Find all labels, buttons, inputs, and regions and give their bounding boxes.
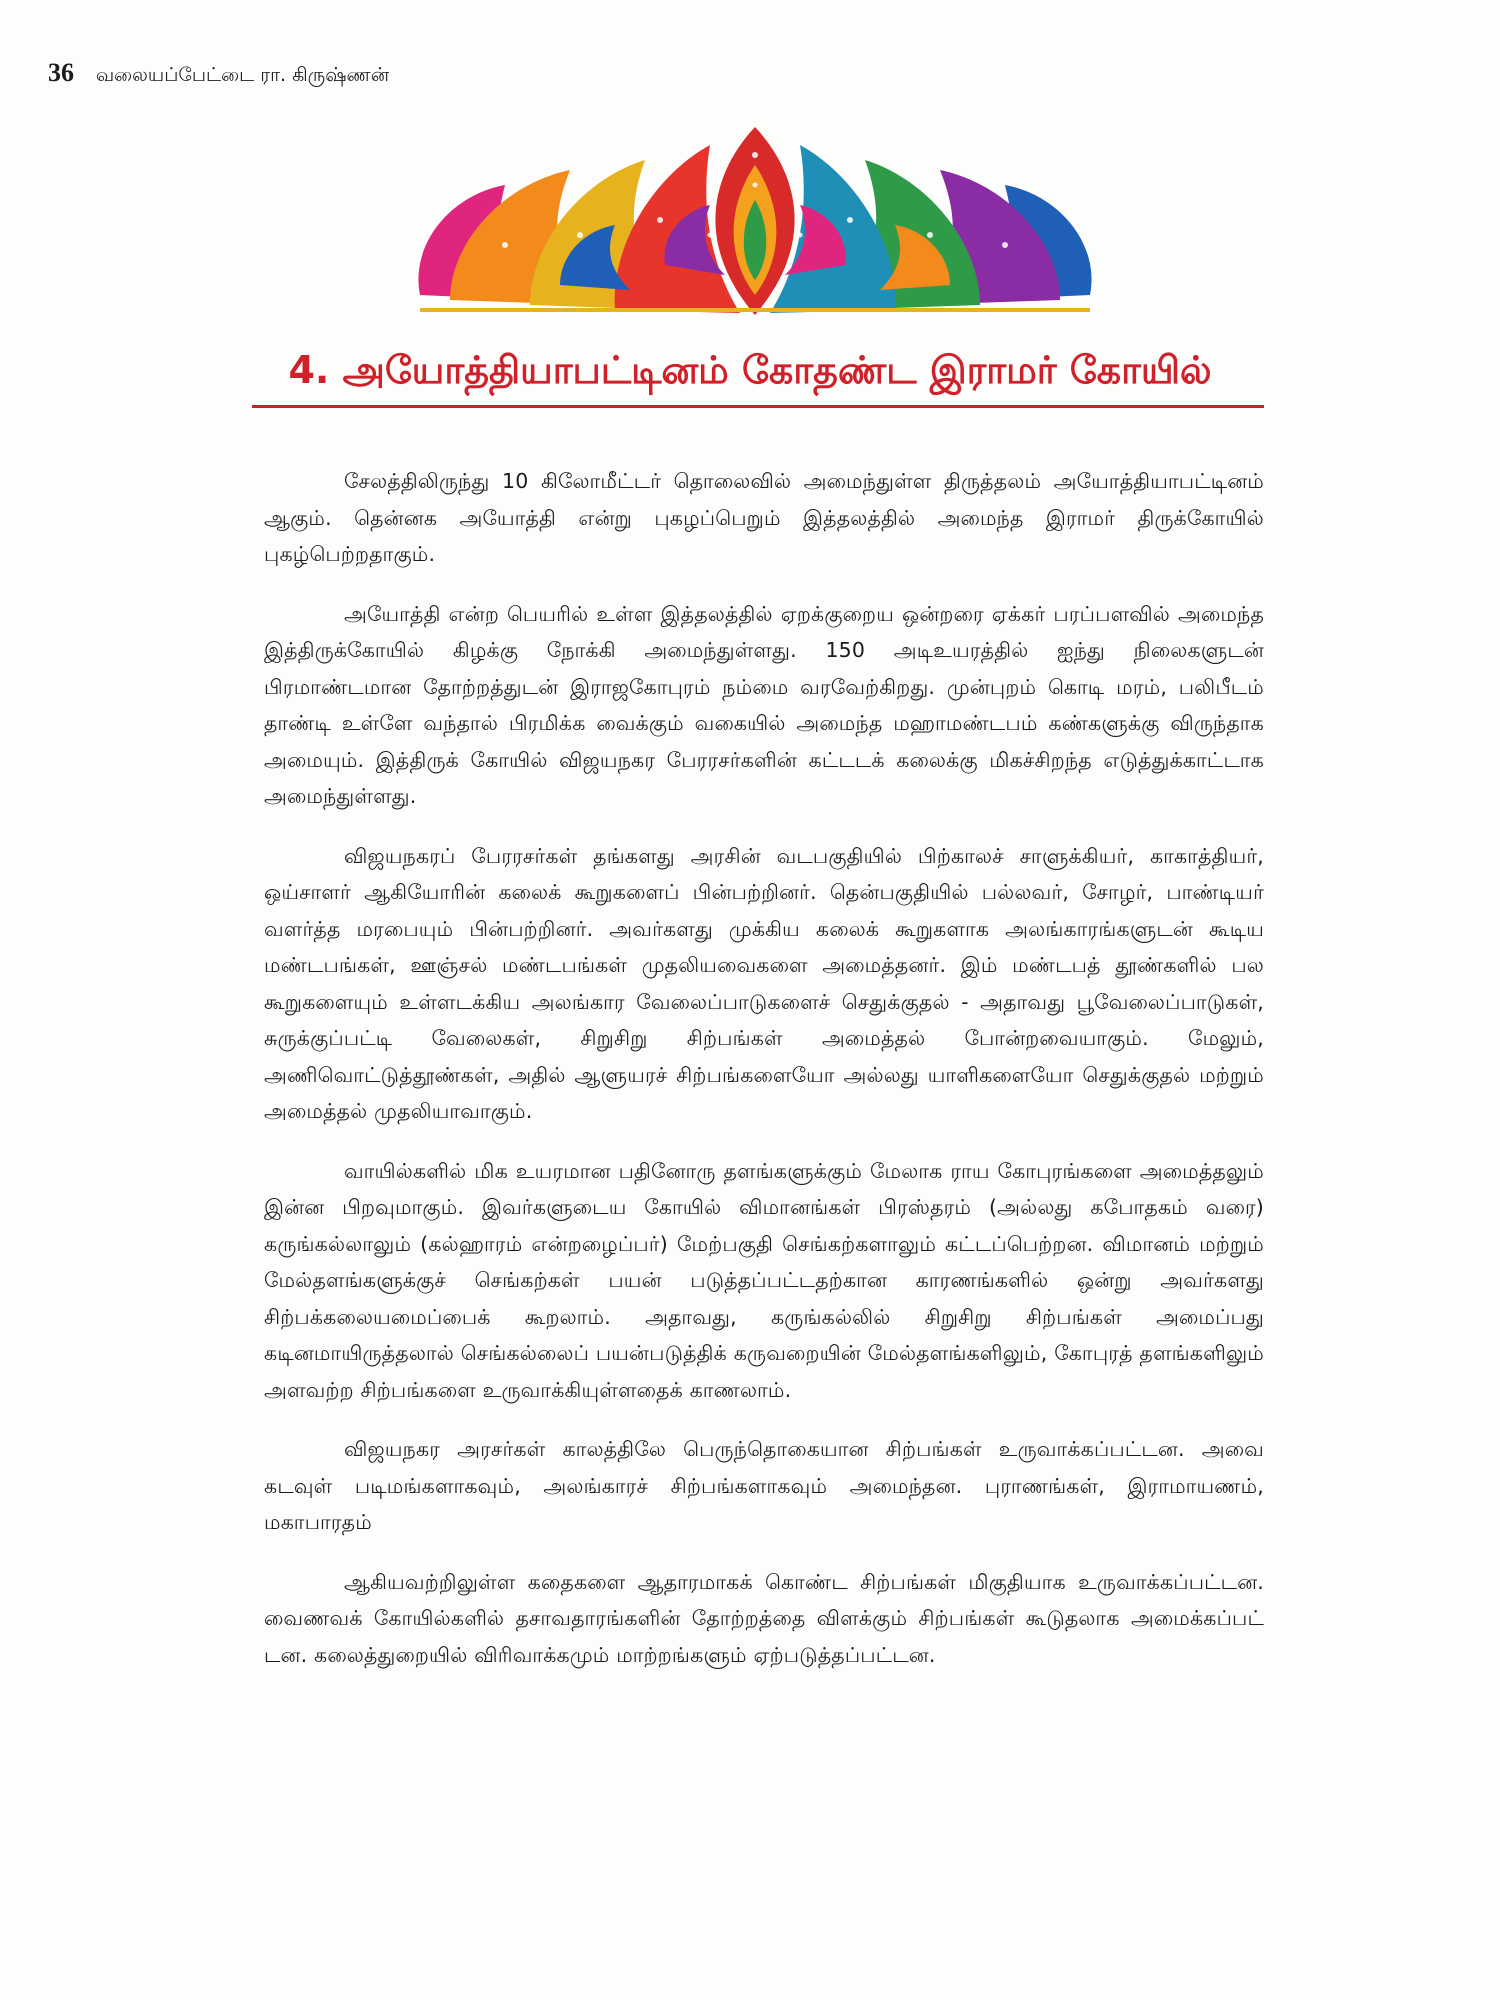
page-number: 36 bbox=[48, 58, 74, 87]
paragraph: அயோத்தி என்ற பெயரில் உள்ள இத்தலத்தில் ஏறக்குறைய ஒன்றரை ஏக்கர் பரப்பளவில் அமைந்த இத்திருக்கோயில் கிழக்கு நோக்கி அமைந்துள்ளது. 150 அடிஉயரத்தில் ஐந்து நிலைகளுடன் பிரமாண்டமான தோற்றத்துடன் இராஜகோபுரம் நம்மை வரவேற்கிறது. முன்புறம் கொடி மரம், பலிபீடம் தாண்டி உள்ளே வந்தால் பிரமிக்க வைக்கும் வகையில் அமைந்த மஹாமண்டபம் கண்களுக்கு விருந்தாக அமையும். இத்திருக் கோயில் விஜயநகர பேரரசர்களின் கட்டடக் கலைக்கு மிகச்சிறந்த எடுத்துக்காட்டாக அமைந்துள்ளது. bbox=[264, 601, 1264, 808]
author-name: வலையப்பேட்டை ரா. கிருஷ்ணன் bbox=[96, 64, 390, 86]
paragraph: விஜயநகர அரசர்கள் காலத்திலே பெருந்தொகையான சிற்பங்கள் உருவாக்கப்பட்டன. அவை கடவுள் படிமங்களாகவும், அலங்காரச் சிற்பங்களாகவும் அமைந்தன. புராணங்கள், இராமாயணம், மகாபாரதம் bbox=[264, 1437, 1264, 1534]
paragraph: சேலத்திலிருந்து 10 கிலோமீட்டர் தொலைவில் அமைந்துள்ள திருத்தலம் அயோத்தியாபட்டினம் ஆகும். தென்னக அயோத்தி என்று புகழப்பெறும் இத்தலத்தில் அமைந்த இராமர் திருக்கோயில் புகழ்பெற்றதாகும். bbox=[264, 469, 1264, 566]
title-underline bbox=[252, 405, 1264, 408]
paragraph: ஆகியவற்றிலுள்ள கதைகளை ஆதாரமாகக் கொண்ட சிற்பங்கள் மிகுதியாக உருவாக்கப்பட்டன. வைணவக் கோயில்களில் தசாவதாரங்களின் தோற்றத்தை விளக்கும் சிற்பங்கள் கூடுதலாக அமைக்கப்பட் டன. கலைத்துறையில் விரிவாக்கமும் மாற்றங்களும் ஏற்படுத்தப்பட்டன. bbox=[264, 1569, 1264, 1667]
paragraph: விஜயநகரப் பேரரசர்கள் தங்களது அரசின் வடபகுதியில் பிற்காலச் சாளுக்கியர், காகாத்தியர், ஒய்சாளர் ஆகியோரின் கலைக் கூறுகளைப் பின்பற்றினர். தென்பகுதியில் பல்லவர், சோழர், பாண்டியர் வளர்த்த மரபையும் பின்பற்றினர். அவர்களது முக்கிய கலைக் கூறுகளாக அலங்காரங்களுடன் கூடிய மண்டபங்கள், ஊஞ்சல் மண்டபங்கள் முதலியவைகளை அமைத்தனர். இம் மண்டபத் தூண்களில் பல கூறுகளையும் உள்ளடக்கிய அலங்கார வேலைப்பாடுகளைச் செதுக்குதல் - அதாவது பூவேலைப்பாடுகள், சுருக்குப்பட்டி வேலைகள், சிறுசிறு சிற்பங்கள் அமைத்தல் போன்றவையாகும். மேலும், அணிவொட்டுத்தூண்கள், அதில் ஆளுயரச் சிற்பங்களையோ அல்லது யாளிகளையோ செதுக்குதல் மற்றும் அமைத்தல் முதலியாவாகும். bbox=[264, 843, 1264, 1123]
paragraph: வாயில்களில் மிக உயரமான பதினோரு தளங்களுக்கும் மேலாக ராய கோபுரங்களை அமைத்தலும் இன்ன பிறவுமாகும். இவர்களுடைய கோயில் விமானங்கள் பிரஸ்தரம் (அல்லது கபோதகம் வரை) கருங்கல்லாலும் (கல்ஹாரம் என்றழைப்பர்) மேற்பகுதி செங்கற்களாலும் கட்டப்பெற்றன. விமானம் மற்றும் மேல்தளங்களுக்குச் செங்கற்கள் பயன் படுத்தப்பட்டதற்கான காரணங்களில் ஒன்று அவர்களது சிற்பக்கலையமைப்பைக் கூறலாம். அதாவது, கருங்கல்லில் சிறுசிறு சிற்பங்கள் அமைப்பது கடினமாயிருத்தலால் செங்கல்லைப் பயன்படுத்திக் கருவறையின் மேல்தளங்களிலும், கோபுரத் தளங்களிலும் அளவற்ற சிற்பங்களை உருவாக்கியுள்ளதைக் காணலாம். bbox=[264, 1158, 1264, 1402]
chapter-title: 4. அயோத்தியாபட்டினம் கோதண்ட இராமர் கோயில் bbox=[288, 348, 1212, 392]
page-header bbox=[48, 58, 389, 89]
chapter-body bbox=[264, 463, 1264, 1696]
lotus-petal-ornament-icon bbox=[410, 125, 1100, 320]
